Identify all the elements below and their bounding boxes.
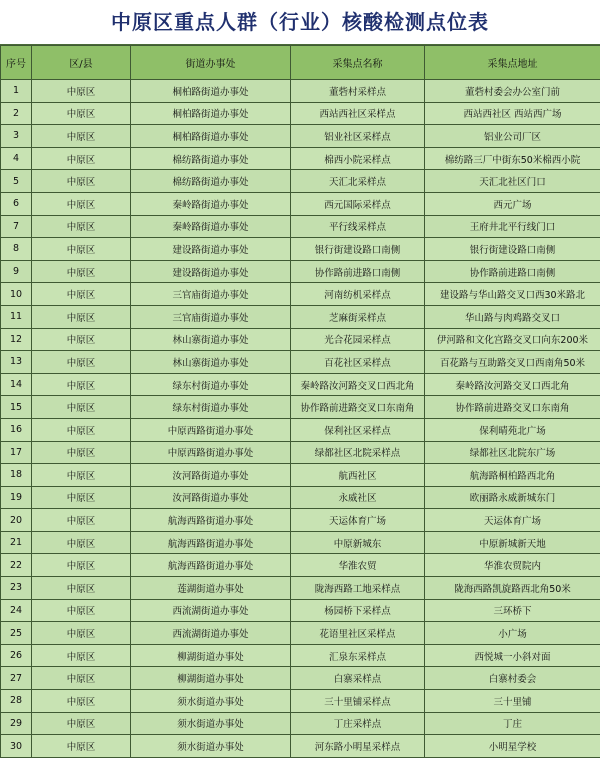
row-site-address: 西悦城一小斜对面: [425, 644, 600, 667]
table-row: [1, 531, 600, 554]
table-row: [1, 486, 600, 509]
table-row: [1, 238, 600, 261]
table-row: [1, 351, 600, 374]
row-subdistrict-office: 汝河路街道办事处: [131, 464, 291, 487]
table-row: [1, 712, 600, 735]
row-index: 7: [1, 215, 32, 238]
table-row: [1, 170, 600, 193]
row-subdistrict-office: 林山寨街道办事处: [131, 328, 291, 351]
row-site-name: 光合花园采样点: [291, 328, 425, 351]
row-district: 中原区: [32, 147, 131, 170]
row-site-name: 棉西小院采样点: [291, 147, 425, 170]
row-subdistrict-office: 西流湖街道办事处: [131, 599, 291, 622]
row-site-address: 协作路前进路交叉口东南角: [425, 396, 600, 419]
row-subdistrict-office: 三官庙街道办事处: [131, 283, 291, 306]
row-site-name: 协作路前进路口南侧: [291, 260, 425, 283]
row-site-address: 丁庄: [425, 712, 600, 735]
row-district: 中原区: [32, 80, 131, 103]
table-row: [1, 735, 600, 758]
table-row: [1, 215, 600, 238]
row-site-address: 保利晴苑北广场: [425, 418, 600, 441]
row-site-address: 西站西社区 西站西广场: [425, 102, 600, 125]
table-row: [1, 396, 600, 419]
row-site-address: 中原新城新天地: [425, 531, 600, 554]
row-site-address: 三十里铺: [425, 690, 600, 713]
row-subdistrict-office: 秦岭路街道办事处: [131, 192, 291, 215]
row-site-address: 绿都社区北院东广场: [425, 441, 600, 464]
row-site-address: 航海路桐柏路西北角: [425, 464, 600, 487]
row-index: 4: [1, 147, 32, 170]
testing-site-table: [0, 45, 600, 758]
row-index: 30: [1, 735, 32, 758]
row-district: 中原区: [32, 464, 131, 487]
row-site-address: 董砦村委会办公室门前: [425, 80, 600, 103]
row-site-address: 白寨村委会: [425, 667, 600, 690]
row-district: 中原区: [32, 418, 131, 441]
row-district: 中原区: [32, 644, 131, 667]
table-row: [1, 192, 600, 215]
row-site-name: 汇泉东采样点: [291, 644, 425, 667]
row-site-name: 航西社区: [291, 464, 425, 487]
row-site-name: 西元国际采样点: [291, 192, 425, 215]
row-subdistrict-office: 中原西路街道办事处: [131, 418, 291, 441]
row-district: 中原区: [32, 260, 131, 283]
row-index: 17: [1, 441, 32, 464]
row-site-address: 陇海西路凯旋路西北角50米: [425, 577, 600, 600]
row-district: 中原区: [32, 373, 131, 396]
row-index: 14: [1, 373, 32, 396]
row-district: 中原区: [32, 531, 131, 554]
row-site-name: 中原新城东: [291, 531, 425, 554]
row-subdistrict-office: 林山寨街道办事处: [131, 351, 291, 374]
row-district: 中原区: [32, 554, 131, 577]
row-subdistrict-office: 秦岭路街道办事处: [131, 215, 291, 238]
row-subdistrict-office: 中原西路街道办事处: [131, 441, 291, 464]
row-site-name: 永威社区: [291, 486, 425, 509]
row-site-name: 铝业社区采样点: [291, 125, 425, 148]
row-district: 中原区: [32, 396, 131, 419]
row-index: 6: [1, 192, 32, 215]
row-index: 9: [1, 260, 32, 283]
row-subdistrict-office: 航海西路街道办事处: [131, 509, 291, 532]
row-site-address: 建设路与华山路交叉口西30米路北: [425, 283, 600, 306]
row-index: 1: [1, 80, 32, 103]
row-index: 26: [1, 644, 32, 667]
row-subdistrict-office: 桐柏路街道办事处: [131, 80, 291, 103]
header-site-address: 采集点地址: [425, 46, 600, 80]
row-district: 中原区: [32, 509, 131, 532]
table-row: [1, 373, 600, 396]
row-site-name: 董砦村采样点: [291, 80, 425, 103]
table-row: [1, 690, 600, 713]
row-subdistrict-office: 建设路街道办事处: [131, 238, 291, 261]
row-site-name: 花语里社区采样点: [291, 622, 425, 645]
row-site-address: 欧丽路永威新城东门: [425, 486, 600, 509]
row-index: 12: [1, 328, 32, 351]
row-index: 18: [1, 464, 32, 487]
row-subdistrict-office: 绿东村街道办事处: [131, 396, 291, 419]
row-district: 中原区: [32, 486, 131, 509]
row-subdistrict-office: 桐柏路街道办事处: [131, 125, 291, 148]
row-subdistrict-office: 三官庙街道办事处: [131, 305, 291, 328]
table-row: [1, 125, 600, 148]
row-index: 5: [1, 170, 32, 193]
row-subdistrict-office: 莲湖街道办事处: [131, 577, 291, 600]
row-district: 中原区: [32, 102, 131, 125]
row-subdistrict-office: 航海西路街道办事处: [131, 531, 291, 554]
row-site-name: 杨园桥下采样点: [291, 599, 425, 622]
row-district: 中原区: [32, 577, 131, 600]
row-site-name: 丁庄采样点: [291, 712, 425, 735]
row-subdistrict-office: 建设路街道办事处: [131, 260, 291, 283]
row-subdistrict-office: 航海西路街道办事处: [131, 554, 291, 577]
row-site-address: 棉纺路三厂中街东50米棉西小院: [425, 147, 600, 170]
row-district: 中原区: [32, 441, 131, 464]
row-subdistrict-office: 西流湖街道办事处: [131, 622, 291, 645]
row-district: 中原区: [32, 305, 131, 328]
row-site-address: 小广场: [425, 622, 600, 645]
row-index: 3: [1, 125, 32, 148]
row-site-name: 天汇北采样点: [291, 170, 425, 193]
row-site-name: 白寨采样点: [291, 667, 425, 690]
row-site-address: 秦岭路汝河路交叉口西北角: [425, 373, 600, 396]
row-district: 中原区: [32, 735, 131, 758]
row-site-address: 伊河路和文化宫路交叉口向东200米: [425, 328, 600, 351]
table-row: [1, 464, 600, 487]
table-row: [1, 667, 600, 690]
row-site-name: 华淮农贸: [291, 554, 425, 577]
table-row: [1, 305, 600, 328]
row-district: 中原区: [32, 328, 131, 351]
row-subdistrict-office: 绿东村街道办事处: [131, 373, 291, 396]
row-district: 中原区: [32, 599, 131, 622]
row-district: 中原区: [32, 125, 131, 148]
row-district: 中原区: [32, 170, 131, 193]
row-district: 中原区: [32, 215, 131, 238]
table-row: [1, 599, 600, 622]
row-site-name: 百花社区采样点: [291, 351, 425, 374]
row-index: 8: [1, 238, 32, 261]
row-district: 中原区: [32, 690, 131, 713]
row-index: 29: [1, 712, 32, 735]
table-row: [1, 260, 600, 283]
row-index: 10: [1, 283, 32, 306]
row-site-address: 铝业公司厂区: [425, 125, 600, 148]
row-site-address: 西元广场: [425, 192, 600, 215]
row-subdistrict-office: 汝河路街道办事处: [131, 486, 291, 509]
row-subdistrict-office: 棉纺路街道办事处: [131, 147, 291, 170]
row-site-address: 天汇北社区门口: [425, 170, 600, 193]
row-site-name: 芝麻街采样点: [291, 305, 425, 328]
row-index: 24: [1, 599, 32, 622]
row-subdistrict-office: 柳湖街道办事处: [131, 667, 291, 690]
header-site-name: 采集点名称: [291, 46, 425, 80]
row-site-address: 华淮农贸院内: [425, 554, 600, 577]
table-header-row: [1, 46, 600, 80]
row-site-address: 三环桥下: [425, 599, 600, 622]
row-index: 15: [1, 396, 32, 419]
table-row: [1, 509, 600, 532]
table-row: [1, 577, 600, 600]
table-row: [1, 147, 600, 170]
table-row: [1, 328, 600, 351]
table-row: [1, 418, 600, 441]
row-district: 中原区: [32, 283, 131, 306]
row-index: 23: [1, 577, 32, 600]
row-subdistrict-office: 须水街道办事处: [131, 690, 291, 713]
row-index: 13: [1, 351, 32, 374]
row-district: 中原区: [32, 192, 131, 215]
header-district: 区/县: [32, 46, 131, 80]
row-site-address: 协作路前进路口南侧: [425, 260, 600, 283]
table-row: [1, 554, 600, 577]
row-site-name: 河东路小明星采样点: [291, 735, 425, 758]
row-site-name: 秦岭路汝河路交叉口西北角: [291, 373, 425, 396]
row-site-address: 银行街建设路口南侧: [425, 238, 600, 261]
row-site-name: 河南纺机采样点: [291, 283, 425, 306]
document-title: 中原区重点人群（行业）核酸检测点位表: [0, 0, 600, 45]
row-index: 11: [1, 305, 32, 328]
row-district: 中原区: [32, 351, 131, 374]
row-site-name: 保利社区采样点: [291, 418, 425, 441]
row-site-address: 百花路与互助路交叉口西南角50米: [425, 351, 600, 374]
row-site-name: 西站西社区采样点: [291, 102, 425, 125]
header-index: 序号: [1, 46, 32, 80]
table-row: [1, 283, 600, 306]
row-site-address: 华山路与肉鸡路交叉口: [425, 305, 600, 328]
row-index: 16: [1, 418, 32, 441]
row-index: 21: [1, 531, 32, 554]
row-subdistrict-office: 棉纺路街道办事处: [131, 170, 291, 193]
row-site-address: 王府井北平行线门口: [425, 215, 600, 238]
table-row: [1, 622, 600, 645]
table-row: [1, 644, 600, 667]
row-site-name: 银行街建设路口南侧: [291, 238, 425, 261]
row-district: 中原区: [32, 238, 131, 261]
row-subdistrict-office: 桐柏路街道办事处: [131, 102, 291, 125]
row-site-name: 平行线采样点: [291, 215, 425, 238]
row-site-name: 陇海西路工地采样点: [291, 577, 425, 600]
header-subdistrict-office: 街道办事处: [131, 46, 291, 80]
row-index: 19: [1, 486, 32, 509]
row-index: 20: [1, 509, 32, 532]
table-row: [1, 102, 600, 125]
row-site-name: 天运体育广场: [291, 509, 425, 532]
row-subdistrict-office: 柳湖街道办事处: [131, 644, 291, 667]
row-district: 中原区: [32, 712, 131, 735]
row-index: 22: [1, 554, 32, 577]
row-district: 中原区: [32, 667, 131, 690]
row-index: 25: [1, 622, 32, 645]
row-district: 中原区: [32, 622, 131, 645]
row-site-name: 三十里铺采样点: [291, 690, 425, 713]
row-index: 27: [1, 667, 32, 690]
row-index: 2: [1, 102, 32, 125]
table-row: [1, 441, 600, 464]
row-site-name: 协作路前进路交叉口东南角: [291, 396, 425, 419]
row-site-name: 绿都社区北院采样点: [291, 441, 425, 464]
row-index: 28: [1, 690, 32, 713]
row-site-address: 天运体育广场: [425, 509, 600, 532]
table-row: [1, 80, 600, 103]
row-subdistrict-office: 须水街道办事处: [131, 735, 291, 758]
row-site-address: 小明星学校: [425, 735, 600, 758]
row-subdistrict-office: 须水街道办事处: [131, 712, 291, 735]
